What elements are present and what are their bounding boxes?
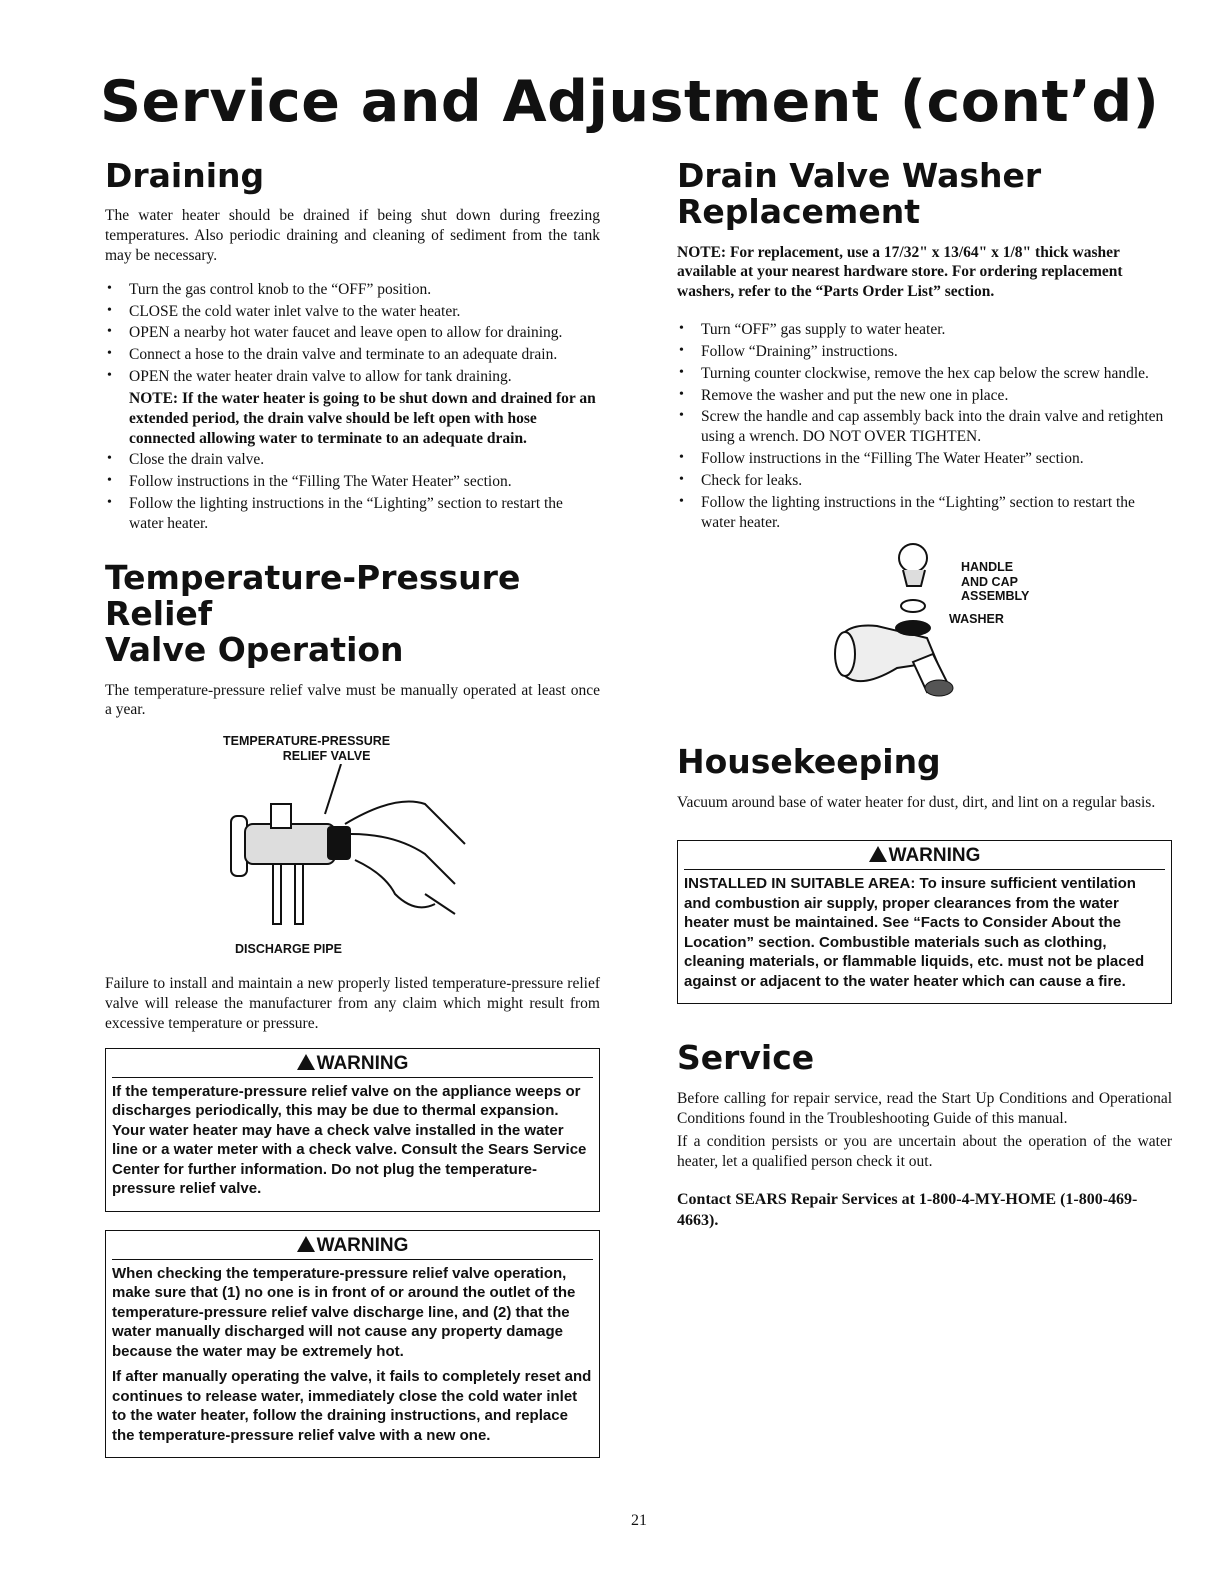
draining-note: NOTE: If the water heater is going to be shut down and drained for an extended period, the drain valve should be left open with hose connected allowing water to terminate to an adequate drain. bbox=[129, 389, 596, 447]
list-item: • Turn the gas control knob to the “OFF” position. bbox=[105, 280, 600, 300]
list-item: • Remove the washer and put the new one in place. bbox=[677, 386, 1172, 406]
drain-valve-illustration bbox=[817, 542, 977, 712]
service-text-2: If a condition persists or you are uncertain about the operation of the water heater, let a qualified person check it out. bbox=[677, 1133, 1172, 1171]
warning-box-2 bbox=[105, 1230, 600, 1459]
tp-relief-intro: The temperature-pressure relief valve must be manually operated at least once a year. bbox=[105, 681, 600, 719]
list-item: • Follow the lighting instructions in the “Lighting” section to restart the water heater. bbox=[105, 494, 600, 534]
tp-valve-label bbox=[223, 734, 390, 763]
list-item: • Turning counter clockwise, remove the hex cap below the screw handle. bbox=[677, 364, 1172, 384]
list-item: • Check for leaks. bbox=[677, 471, 1172, 491]
list-item: • OPEN a nearby hot water faucet and leave open to allow for draining. bbox=[105, 323, 600, 343]
list-item: • Follow “Draining” instructions. bbox=[677, 342, 1172, 362]
draining-intro: The water heater should be drained if being shut down during freezing temperatures. Also periodic draining and cleaning of sediment from the tank may be necessary. bbox=[105, 207, 600, 264]
service-text-1: Before calling for repair service, read the Start Up Conditions and Operational Conditions found in the Troubleshooting Guide of this manual. bbox=[677, 1089, 1172, 1127]
list-item: • Turn “OFF” gas supply to water heater. bbox=[677, 320, 1172, 340]
list-item: • Connect a hose to the drain valve and terminate to an adequate drain. bbox=[105, 345, 600, 365]
washer-label: WASHER bbox=[949, 612, 1004, 627]
drain-washer-heading bbox=[677, 158, 1172, 231]
warning-box-3 bbox=[677, 840, 1172, 1004]
handle-cap-label bbox=[961, 560, 1029, 603]
drain-washer-heading-line2: Replacement bbox=[677, 192, 920, 232]
list-item: • Follow instructions in the “Filling The Water Heater” section. bbox=[105, 472, 600, 492]
tp-relief-heading bbox=[105, 557, 600, 670]
drain-washer-steps bbox=[677, 320, 1172, 532]
handle-cap-label-line3: ASSEMBLY bbox=[961, 589, 1030, 604]
tp-relief-heading-line2: Valve Operation bbox=[105, 630, 404, 670]
warning-title-text: WARNING bbox=[316, 1052, 409, 1074]
handle-cap-label-line1: HANDLE bbox=[961, 560, 1014, 575]
discharge-pipe-label: DISCHARGE PIPE bbox=[235, 942, 342, 957]
service-contact: Contact SEARS Repair Services at 1-800-4-MY-HOME (1-800-469-4663). bbox=[677, 1191, 1138, 1229]
tp-valve-label-line1: TEMPERATURE-PRESSURE bbox=[223, 734, 391, 749]
warning-title-2 bbox=[112, 1235, 593, 1260]
drain-washer-heading-line1: Drain Valve Washer bbox=[677, 156, 1042, 195]
list-item: • Follow the lighting instructions in the “Lighting” section to restart the water heater. bbox=[677, 493, 1172, 533]
list-item: • Screw the handle and cap assembly back into the drain valve and retighten using a wrench. DO NOT OVER TIGHTEN. bbox=[677, 407, 1172, 447]
list-item bbox=[105, 367, 600, 448]
left-column bbox=[105, 158, 600, 1476]
list-item: • CLOSE the cold water inlet valve to the water heater. bbox=[105, 302, 600, 322]
draining-steps bbox=[105, 280, 600, 534]
warning-triangle-icon bbox=[869, 846, 887, 862]
warning-text-3: INSTALLED IN SUITABLE AREA: To insure sufficient ventilation and combustion air supply, proper clearances from the water heater must be maintained. See “Facts to Consider About the Location” section. Combustible materials such as clothing, cleaning materials, or flammable liquids, etc. must not be placed against or adjacent to the water heater which can cause a fire. bbox=[684, 875, 1145, 990]
warning-text-2a: When checking the temperature-pressure relief valve operation, make sure that (1) no one is in front of or around the outlet of the temperature-pressure relief valve discharge line, and (2) that the water manually discharged will not cause any property damage because the water may be extremely hot. bbox=[112, 1264, 576, 1360]
list-item: • Follow instructions in the “Filling The Water Heater” section. bbox=[677, 449, 1172, 469]
drain-valve-figure bbox=[677, 542, 1172, 722]
tp-relief-valve-illustration bbox=[225, 764, 485, 934]
warning-title-1 bbox=[112, 1053, 593, 1078]
warning-title-3 bbox=[684, 845, 1165, 870]
warning-title-text: WARNING bbox=[888, 845, 981, 867]
drain-washer-note: NOTE: For replacement, use a 17/32" x 13/64" x 1/8" thick washer available at your nearest hardware store. For ordering replacement washers, refer to the “Parts Order List” section. bbox=[677, 243, 1123, 301]
housekeeping-text: Vacuum around base of water heater for dust, dirt, and lint on a regular basis. bbox=[677, 793, 1156, 811]
warning-triangle-icon bbox=[297, 1054, 315, 1070]
tp-relief-failure-text: Failure to install and maintain a new properly listed temperature-pressure relief valve will release the manufacturer from any claim which might result from excessive temperature or pressure. bbox=[105, 975, 600, 1032]
tp-valve-label-line2: RELIEF VALVE bbox=[282, 748, 371, 763]
warning-text-2b: If after manually operating the valve, it fails to completely reset and continues to release water, immediately close the cold water inlet to the water heater, follow the draining instructions, and replace the temperature-pressure relief valve with a new one. bbox=[112, 1368, 592, 1444]
handle-cap-label-line2: AND CAP bbox=[961, 574, 1018, 589]
tp-relief-figure bbox=[105, 734, 600, 964]
warning-box-1 bbox=[105, 1048, 600, 1212]
page-title: Service and Adjustment (cont’d) bbox=[100, 69, 1160, 135]
tp-relief-heading-line1: Temperature-Pressure Relief bbox=[105, 557, 521, 634]
draining-heading: Draining bbox=[105, 156, 265, 195]
warning-title-text: WARNING bbox=[316, 1234, 409, 1256]
list-item: • Close the drain valve. bbox=[105, 450, 600, 470]
warning-triangle-icon bbox=[297, 1236, 315, 1252]
right-column bbox=[677, 158, 1172, 1232]
page-number: 21 bbox=[631, 1512, 647, 1529]
draining-step-text: OPEN the water heater drain valve to allow for tank draining. bbox=[129, 368, 512, 386]
warning-text-1: If the temperature-pressure relief valve on the appliance weeps or discharges periodically, this may be due to thermal expansion. Your water heater may have a check valve installed in the water line or a water meter with a check valve. Consult the Sears Service Center for further information. Do not plug the temperature-pressure relief valve. bbox=[112, 1082, 587, 1198]
service-heading: Service bbox=[677, 1038, 815, 1078]
housekeeping-heading: Housekeeping bbox=[677, 742, 941, 782]
